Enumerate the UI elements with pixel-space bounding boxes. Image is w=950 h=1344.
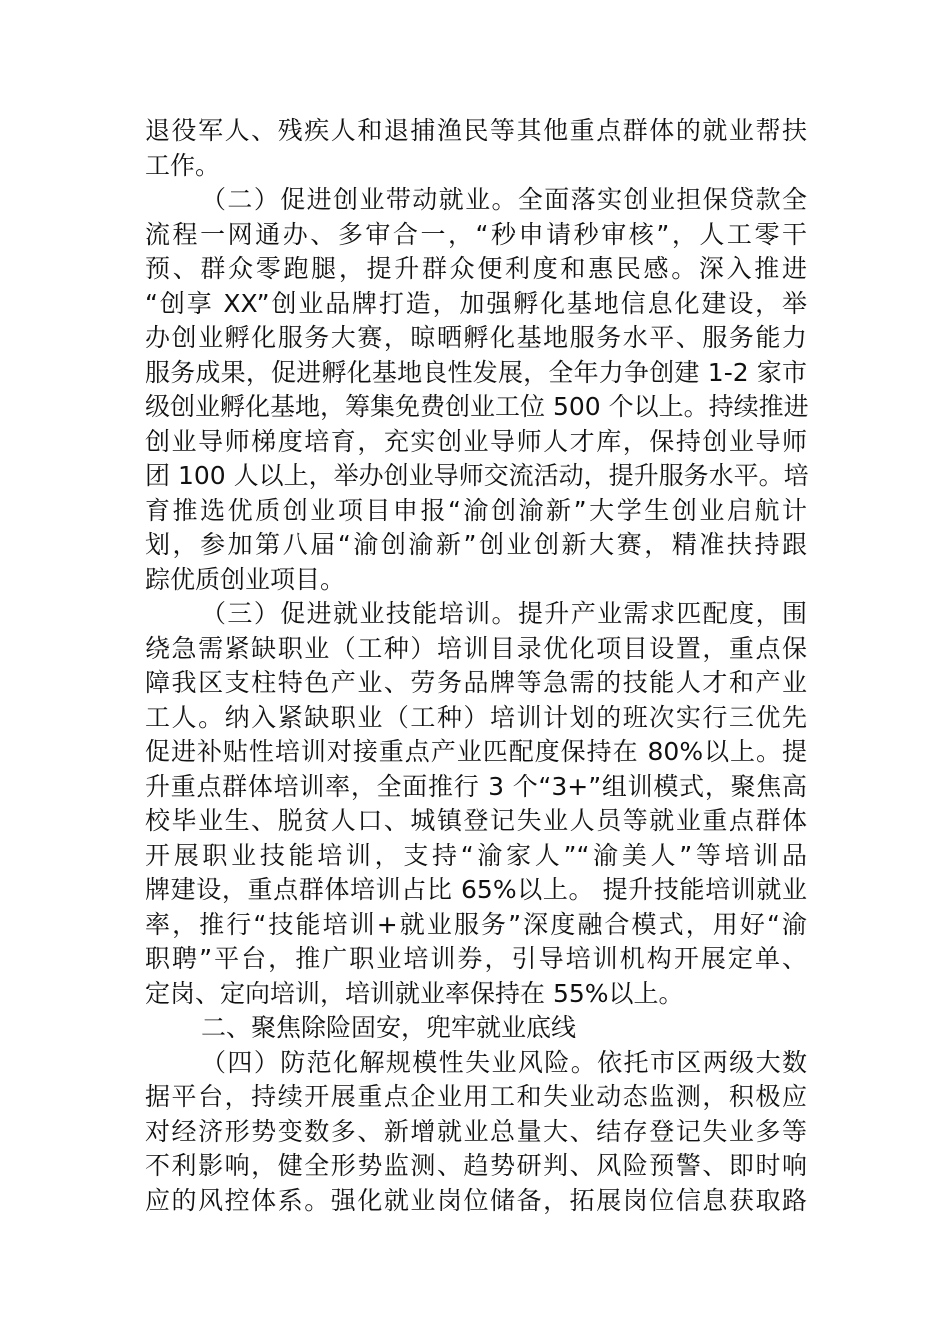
body-line: 促进补贴性培训对接重点产业匹配度保持在 80%以上。提 [145, 737, 807, 766]
section-heading: 二、聚焦除险固安，兜牢就业底线 [201, 1013, 577, 1042]
paragraph-heading-line: （三）促进就业技能培训。提升产业需求匹配度，围 [201, 599, 807, 628]
body-line: 育推选优质创业项目申报“渝创渝新”大学生创业启航计 [145, 495, 807, 525]
body-line: 开展职业技能培训，支持“渝家人”“渝美人”等培训品 [145, 840, 807, 870]
body-line: 预、群众零跑腿，提升群众便利度和惠民感。深入推进 [145, 254, 807, 283]
body-line: 校毕业生、脱贫人口、城镇登记失业人员等就业重点群体 [145, 806, 807, 835]
paragraph-heading-line: （二）促进创业带动就业。全面落实创业担保贷款全 [201, 185, 807, 214]
body-line: 级创业孵化基地，筹集免费创业工位 500 个以上。持续推进 [145, 392, 809, 421]
body-line: 不利影响，健全形势监测、趋势研判、风险预警、即时响 [145, 1151, 807, 1180]
body-line: 退役军人、残疾人和退捕渔民等其他重点群体的就业帮扶 [145, 116, 807, 145]
body-line: 流程一网通办、多审合一，“秒申请秒审核”，人工零干 [145, 219, 807, 249]
body-line: 办创业孵化服务大赛，晾晒孵化基地服务水平、服务能力 [145, 323, 807, 352]
paragraph-heading-line: （四）防范化解规模性失业风险。依托市区两级大数 [201, 1047, 807, 1077]
body-line: 牌建设，重点群体培训占比 65%以上。 提升技能培训就业 [145, 875, 807, 904]
body-line: 团 100 人以上，举办创业导师交流活动，提升服务水平。培 [145, 461, 809, 490]
body-line: 工人。纳入紧缺职业（工种）培训计划的班次实行三优先 [145, 702, 807, 732]
document-body [145, 114, 807, 1218]
body-line: 划，参加第八届“渝创渝新”创业创新大赛，精准扶持跟 [145, 530, 807, 559]
body-line: 应的风控体系。强化就业岗位储备，拓展岗位信息获取路 [145, 1185, 807, 1215]
body-line: 障我区支柱特色产业、劳务品牌等急需的技能人才和产业 [145, 668, 807, 697]
body-line: 据平台，持续开展重点企业用工和失业动态监测，积极应 [145, 1082, 807, 1111]
body-line: 工作。 [145, 150, 221, 180]
body-line: 服务成果，促进孵化基地良性发展，全年力争创建 1-2 家市 [145, 357, 807, 387]
body-line: “创享 XX”创业品牌打造，加强孵化基地信息化建设，举 [145, 288, 807, 318]
body-line: 创业导师梯度培育，充实创业导师人才库，保持创业导师 [145, 426, 807, 456]
body-line: 升重点群体培训率，全面推行 3 个“3+”组训模式，聚焦高 [145, 771, 807, 801]
body-line: 踪优质创业项目。 [145, 564, 346, 594]
body-line: 绕急需紧缺职业（工种）培训目录优化项目设置，重点保 [145, 633, 807, 663]
body-line: 率，推行“技能培训+就业服务”深度融合模式，用好“渝 [145, 909, 807, 939]
body-line: 职聘”平台，推广职业培训券，引导培训机构开展定单、 [145, 944, 807, 973]
body-line: 定岗、定向培训，培训就业率保持在 55%以上。 [145, 978, 684, 1008]
body-line: 对经济形势变数多、新增就业总量大、结存登记失业多等 [145, 1116, 807, 1146]
